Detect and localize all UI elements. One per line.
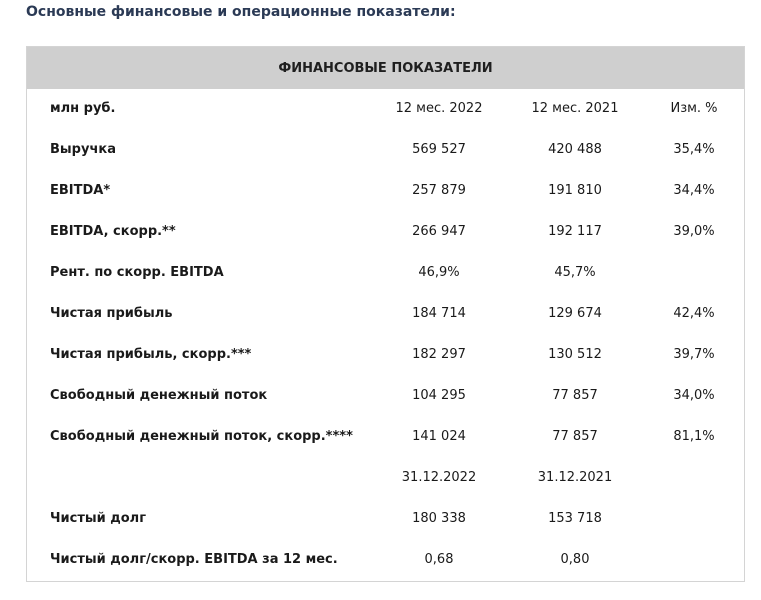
cell-change: 34,4%	[673, 183, 715, 198]
cell-2021: 77 857	[552, 429, 598, 444]
section-heading: Основные финансовые и операционные показатели:	[26, 4, 456, 20]
cell-2022: 182 297	[412, 347, 466, 362]
cell-2021: 420 488	[548, 142, 602, 157]
cell-2022: 12 мес. 2022	[395, 101, 483, 116]
cell-2021: 0,80	[560, 552, 590, 567]
cell-label: Чистая прибыль	[50, 306, 173, 321]
cell-2022: 184 714	[412, 306, 466, 321]
cell-2021: 77 857	[552, 388, 598, 403]
cell-date-2021: 31.12.2021	[537, 470, 613, 485]
cell-2022: 569 527	[412, 142, 466, 157]
cell-2021: 12 мес. 2021	[531, 101, 619, 116]
table-title: ФИНАНСОВЫЕ ПОКАЗАТЕЛИ	[27, 47, 744, 89]
cell-label: Чистый долг	[50, 511, 146, 526]
cell-2022: 266 947	[412, 224, 466, 239]
cell-2022: 141 024	[412, 429, 466, 444]
cell-2021: 191 810	[548, 183, 602, 198]
table-row	[27, 304, 744, 324]
cell-change: 39,0%	[673, 224, 715, 239]
cell-2021: 129 674	[548, 306, 602, 321]
cell-label: млн руб.	[50, 101, 116, 116]
table-row	[27, 263, 744, 283]
table-row	[27, 345, 744, 365]
table-row	[27, 222, 744, 242]
cell-label: Выручка	[50, 142, 116, 157]
cell-label: EBITDA, скорр.**	[50, 224, 176, 239]
cell-change: 34,0%	[673, 388, 715, 403]
table-date-row	[27, 468, 744, 488]
cell-label: Свободный денежный поток, скорр.****	[50, 429, 353, 444]
cell-change: Изм. %	[670, 101, 718, 116]
cell-label: Чистый долг/скорр. EBITDA за 12 мес.	[50, 552, 338, 567]
cell-date-2022: 31.12.2022	[401, 470, 477, 485]
cell-2022: 0,68	[424, 552, 454, 567]
table-row	[27, 181, 744, 201]
table-row	[27, 386, 744, 406]
cell-2021: 192 117	[548, 224, 602, 239]
cell-change: 81,1%	[673, 429, 715, 444]
cell-label: Свободный денежный поток	[50, 388, 268, 403]
cell-label: EBITDA*	[50, 183, 111, 198]
cell-2022: 180 338	[412, 511, 466, 526]
cell-change: 35,4%	[673, 142, 715, 157]
cell-2021: 130 512	[548, 347, 602, 362]
cell-label: Рент. по скорр. EBITDA	[50, 265, 224, 280]
cell-label: Чистая прибыль, скорр.***	[50, 347, 252, 362]
table-row	[27, 427, 744, 447]
cell-2022: 104 295	[412, 388, 466, 403]
table-row	[27, 509, 744, 529]
table-header-row	[27, 99, 744, 119]
cell-2022: 46,9%	[418, 265, 460, 280]
financial-indicators-table	[26, 46, 745, 582]
cell-change: 42,4%	[673, 306, 715, 321]
table-row	[27, 550, 744, 570]
cell-change: 39,7%	[673, 347, 715, 362]
table-row	[27, 140, 744, 160]
cell-2022: 257 879	[412, 183, 466, 198]
cell-2021: 45,7%	[554, 265, 596, 280]
cell-2021: 153 718	[548, 511, 602, 526]
